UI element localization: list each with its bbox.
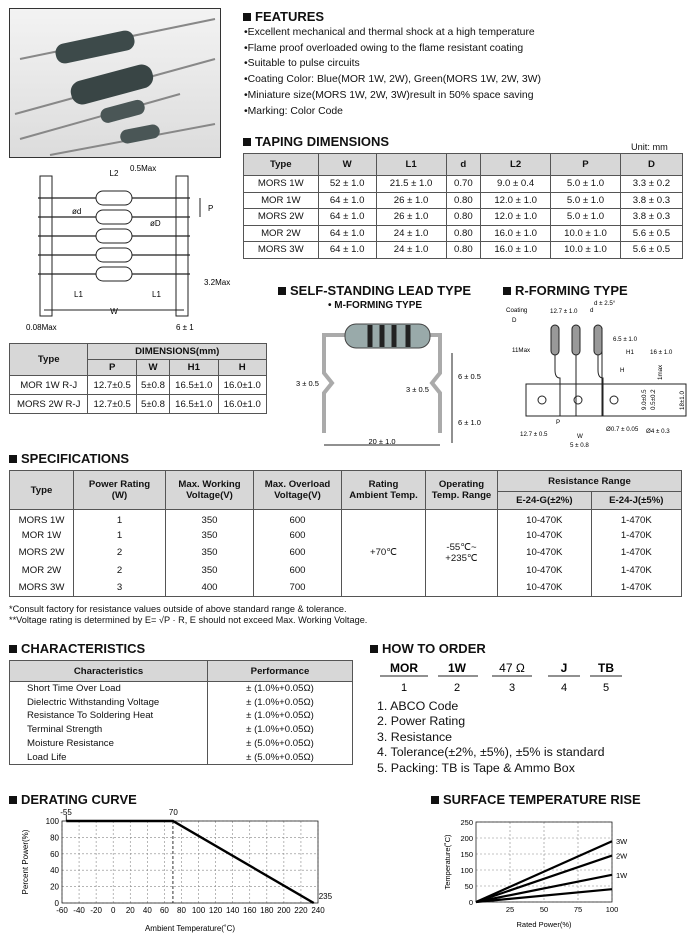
derating-chart: [18, 808, 340, 936]
table-cell: 2: [74, 544, 166, 561]
table-row: [10, 395, 267, 414]
spec-note-2: **Voltage rating is determined by E= √P · R, E should not exceed Max. Working Voltage.: [9, 615, 368, 625]
r-forming-diagram: [498, 300, 690, 450]
l1-right-label: L1: [152, 290, 161, 299]
table-cell: 64 ± 1.0: [318, 242, 376, 259]
y-tick-label: 80: [50, 833, 59, 843]
char-performance: ± (1.0%+0.05Ω): [208, 723, 353, 737]
taping-title: TAPING DIMENSIONS: [243, 134, 389, 149]
w-label: W: [110, 307, 118, 316]
taping-header: L2: [481, 154, 551, 176]
table-cell: 600: [254, 562, 342, 579]
taping-header: D: [620, 154, 682, 176]
table-cell: 5.6 ± 0.5: [620, 225, 682, 242]
y-tick-label: 100: [45, 817, 59, 826]
x-tick-label: 240: [311, 906, 325, 915]
order-legend-item: 1. ABCO Code: [377, 699, 459, 713]
surface-temp-chart: [440, 814, 652, 936]
table-row: [244, 176, 683, 193]
order-number: 3: [508, 682, 516, 694]
spec-header-type: Type: [10, 471, 74, 510]
y-axis-label: Percent Power(%): [21, 829, 30, 895]
order-legend: [377, 699, 604, 776]
order-code-row: [380, 660, 640, 696]
bullet-square-icon: [243, 13, 251, 21]
table-cell: MORS 1W: [10, 510, 74, 527]
W-label: W: [577, 433, 583, 440]
char-performance: ± (5.0%+0.05Ω): [208, 737, 353, 751]
m-forming-diagram: [290, 313, 490, 453]
table-cell: 600: [254, 527, 342, 544]
p4-label: Ø4 ± 0.3: [646, 428, 670, 435]
table-cell: MORS 2W: [10, 544, 74, 561]
table-row: [10, 682, 353, 696]
table-cell: 0.80: [446, 242, 481, 259]
plot-frame: [62, 821, 318, 903]
feature-item: •Suitable to pulse circuits: [244, 58, 360, 70]
bullet-square-icon: [243, 138, 251, 146]
table-cell: 600: [254, 544, 342, 561]
taping-body: [244, 176, 683, 259]
table-cell: 64 ± 1.0: [318, 192, 376, 209]
table-cell: MOR 2W: [244, 225, 319, 242]
bullet-square-icon: [278, 287, 286, 295]
dim-header: H1: [170, 360, 218, 376]
x-tick-label: -20: [90, 906, 102, 915]
char-name: Short Time Over Load: [10, 682, 208, 696]
y-axis-label: Temperature(˚C): [443, 834, 452, 890]
table-cell: MORS 3W: [244, 242, 319, 259]
x-tick-label: 50: [539, 905, 549, 914]
table-row: [10, 750, 353, 764]
self-standing-title: SELF-STANDING LEAD TYPE: [278, 283, 471, 298]
x-axis-label: Rated Power(%): [516, 920, 572, 929]
dim-cell: 5±0.8: [136, 395, 169, 414]
phi-D-label: øD: [150, 219, 161, 228]
table-cell: 3.3 ± 0.2: [620, 176, 682, 193]
y-tick-label: 0: [468, 898, 473, 907]
surface-temp-title: SURFACE TEMPERATURE RISE: [431, 792, 641, 807]
taping-header: Type: [244, 154, 319, 176]
char-name: Dielectric Withstanding Voltage: [10, 695, 208, 709]
taping-header: W: [318, 154, 376, 176]
dim-cell: MORS 2W R-J: [10, 395, 88, 414]
spec-header-rating-temp: Rating Ambient Temp.: [342, 471, 426, 510]
order-number: 4: [560, 682, 568, 694]
table-row: [10, 695, 353, 709]
table-cell: 10-470K: [498, 544, 592, 561]
char-header: Characteristics: [10, 661, 208, 682]
series-label: 3W: [616, 837, 628, 847]
taping-unit: Unit: mm: [631, 142, 668, 152]
x-tick-label: 180: [260, 906, 274, 915]
p5-label: 5 ± 0.8: [570, 442, 589, 449]
table-cell: 24 ± 1.0: [376, 225, 446, 242]
specs-table: [9, 470, 682, 597]
dim-cell: 12.7±0.5: [88, 395, 136, 414]
p65-label: 6.5 ± 1.0: [613, 336, 638, 343]
table-row: [10, 510, 682, 527]
r-forming-title: R-FORMING TYPE: [503, 283, 628, 298]
P-label: P: [556, 419, 561, 426]
table-cell: 1-470K: [591, 527, 681, 544]
dim-cell: 5±0.8: [136, 376, 169, 395]
table-row: [10, 709, 353, 723]
table-cell: 0.80: [446, 192, 481, 209]
x-tick-label: 100: [191, 906, 206, 915]
x-tick-label: 25: [505, 905, 515, 914]
p07-label: Ø0.7 ± 0.05: [606, 426, 639, 433]
feature-item: •Excellent mechanical and thermal shock at a high temperature: [244, 27, 535, 38]
char-performance: ± (1.0%+0.05Ω): [208, 709, 353, 723]
phi-d-label: ød: [72, 207, 82, 216]
table-cell: 1: [74, 527, 166, 544]
order-number: 5: [602, 682, 610, 694]
dim-cell: 16.0±1.0: [218, 376, 266, 395]
table-cell: 24 ± 1.0: [376, 242, 446, 259]
y-tick-label: 250: [460, 818, 473, 827]
characteristics-title: CHARACTERISTICS: [9, 641, 145, 656]
table-cell: 5.6 ± 0.5: [620, 242, 682, 259]
specs-body: [10, 510, 682, 597]
table-cell: MORS 1W: [244, 176, 319, 193]
p18-label: 18±1.0: [679, 391, 686, 410]
series-label: 2W: [616, 851, 628, 861]
dim-cell: 16.5±1.0: [170, 376, 218, 395]
order-code: MOR: [390, 661, 418, 675]
table-cell: 2: [74, 562, 166, 579]
table-row: [10, 737, 353, 751]
D-label: D: [512, 317, 517, 324]
table-cell: 52 ± 1.0: [318, 176, 376, 193]
bullet-square-icon: [431, 796, 439, 804]
x-tick-label: 40: [142, 906, 152, 915]
bullet-square-icon: [9, 796, 17, 804]
char-header: Performance: [208, 661, 353, 682]
H-label: H: [620, 367, 625, 374]
p9-label: 9.0±0.5: [641, 389, 648, 410]
l1-left-label: L1: [74, 290, 83, 299]
bullet-square-icon: [503, 287, 511, 295]
table-cell: 600: [254, 510, 342, 527]
table-cell: 1-470K: [591, 510, 681, 527]
dim-header: P: [88, 360, 136, 376]
table-cell: 5.0 ± 1.0: [551, 192, 621, 209]
order-number: 2: [453, 682, 461, 694]
table-cell: 0.80: [446, 209, 481, 226]
table-cell: 350: [166, 510, 254, 527]
characteristics-body: [10, 682, 353, 765]
table-cell: 16.0 ± 1.0: [481, 225, 551, 242]
table-cell: 0.80: [446, 225, 481, 242]
max008-label: 0.08Max: [26, 323, 57, 332]
spec-note-1: *Consult factory for resistance values outside of above standard range & tolerance.: [9, 604, 347, 614]
table-row: [244, 209, 683, 226]
feature-item: •Coating Color: Blue(MOR 1W, 2W), Green(MORS 1W, 2W, 3W): [244, 74, 541, 86]
table-cell: 10.0 ± 1.0: [551, 225, 621, 242]
m-dim-3: 6 ± 0.5: [458, 372, 481, 381]
y-tick-label: 50: [464, 882, 473, 891]
table-row: [244, 225, 683, 242]
table-cell: 1-470K: [591, 579, 681, 596]
order-code: 47 Ω: [499, 661, 525, 675]
p127b-label: 12.7 ± 0.5: [520, 431, 548, 438]
y-tick-label: 20: [50, 882, 59, 892]
specs-title: SPECIFICATIONS: [9, 451, 129, 466]
features-title: FEATURES: [243, 9, 324, 24]
order-legend-item: 3. Resistance: [377, 729, 453, 744]
table-cell: 3.8 ± 0.3: [620, 192, 682, 209]
char-name: Load Life: [10, 750, 208, 764]
spec-header-res-g: E-24-G(±2%): [498, 492, 592, 510]
coating-label: Coating: [506, 307, 528, 314]
table-cell: 350: [166, 562, 254, 579]
op-temp-min: -55℃~: [446, 541, 477, 553]
taping-header: L1: [376, 154, 446, 176]
order-legend-item: 2. Power Rating: [377, 714, 466, 729]
spec-header-op-temp: Operating Temp. Range: [426, 471, 498, 510]
spec-header-overload: Max. Overload Voltage(V): [254, 471, 342, 510]
d-label: d: [590, 307, 594, 314]
resistor-photo: [9, 8, 221, 158]
half-max-label: 0.5Max: [130, 164, 157, 173]
dim-group-header: DIMENSIONS(mm): [88, 344, 267, 360]
table-cell: 9.0 ± 0.4: [481, 176, 551, 193]
char-performance: ± (1.0%+0.05Ω): [208, 695, 353, 709]
dimensions-table: [9, 343, 267, 414]
y-tick-label: 200: [460, 834, 473, 843]
y-tick-label: 40: [50, 866, 59, 876]
x-tick-label: 100: [605, 905, 619, 914]
table-cell: 400: [166, 579, 254, 596]
x-tick-label: 20: [125, 906, 135, 915]
char-name: Moisture Resistance: [10, 737, 208, 751]
char-performance: ± (1.0%+0.05Ω): [208, 682, 353, 696]
how-to-order-title: HOW TO ORDER: [370, 641, 486, 656]
d25-label: d ± 2.5°: [594, 300, 616, 307]
table-cell: MOR 1W: [10, 527, 74, 544]
spec-header-res-j: E-24-J(±5%): [591, 492, 681, 510]
p05-label: 0.5±0.2: [650, 389, 657, 410]
table-cell: 3.8 ± 0.3: [620, 209, 682, 226]
bullet-square-icon: [370, 645, 378, 653]
bullet-square-icon: [9, 455, 17, 463]
dim-cell: MOR 1W R-J: [10, 376, 88, 395]
x-tick-label: -40: [73, 906, 85, 915]
spec-header-resistance: Resistance Range: [498, 471, 682, 492]
x-tick-label: 60: [159, 906, 169, 915]
y-tick-label: 100: [460, 866, 473, 875]
annotation-label: 70: [168, 808, 178, 817]
x-tick-label: 140: [225, 906, 240, 915]
taping-header: d: [446, 154, 481, 176]
table-cell: 12.0 ± 1.0: [481, 192, 551, 209]
dim-header: H: [218, 360, 266, 376]
table-row: [10, 723, 353, 737]
table-cell: 10-470K: [498, 562, 592, 579]
max32-label: 3.2Max: [204, 278, 231, 287]
max1-label: 1max: [657, 364, 664, 380]
order-code: J: [560, 661, 568, 675]
table-cell: 26 ± 1.0: [376, 192, 446, 209]
features-list: [244, 25, 541, 119]
derating-title: DERATING CURVE: [9, 792, 137, 807]
x-tick-label: 80: [177, 906, 186, 915]
table-cell: 10-470K: [498, 579, 592, 596]
bullet-square-icon: [9, 645, 17, 653]
m-dim-2: 3 ± 0.5: [406, 385, 429, 394]
dim-header: W: [136, 360, 169, 376]
char-performance: ± (5.0%+0.05Ω): [208, 750, 353, 764]
table-cell: MOR 1W: [244, 192, 319, 209]
spec-header-power: Power Rating (W): [74, 471, 166, 510]
m-dim-4: 6 ± 1.0: [458, 418, 481, 427]
l2-label: L2: [109, 169, 119, 178]
table-cell: 350: [166, 527, 254, 544]
p127-label: 12.7 ± 1.0: [550, 308, 578, 315]
feature-item: •Marking: Color Code: [244, 105, 343, 117]
x-tick-label: 120: [208, 906, 223, 915]
m-dim-1: 3 ± 0.5: [296, 379, 319, 388]
spec-header-voltage: Max. Working Voltage(V): [166, 471, 254, 510]
dim-cell: 16.5±1.0: [170, 395, 218, 414]
dim-cell: 12.7±0.5: [88, 376, 136, 395]
table-cell: 350: [166, 544, 254, 561]
y-tick-label: 60: [50, 849, 59, 859]
table-cell: MOR 2W: [10, 562, 74, 579]
m-dim-5: 20 ± 1.0: [368, 437, 396, 446]
table-cell: 16.0 ± 1.0: [481, 242, 551, 259]
characteristics-table: [9, 660, 353, 765]
table-cell: 64 ± 1.0: [318, 209, 376, 226]
p16-label: 16 ± 1.0: [650, 349, 673, 356]
table-row: [244, 192, 683, 209]
table-cell: 0.70: [446, 176, 481, 193]
order-code: 1W: [448, 661, 466, 675]
x-tick-label: 0: [110, 906, 116, 915]
table-cell: 5.0 ± 1.0: [551, 209, 621, 226]
table-cell: 10-470K: [498, 527, 592, 544]
table-cell: 1: [74, 510, 166, 527]
table-cell: 12.0 ± 1.0: [481, 209, 551, 226]
table-cell: 5.0 ± 1.0: [551, 176, 621, 193]
x-tick-label: 160: [243, 906, 257, 915]
table-row: [10, 376, 267, 395]
series-label: 1W: [616, 870, 628, 880]
table-cell: 21.5 ± 1.0: [376, 176, 446, 193]
table-cell: 3: [74, 579, 166, 596]
derating-line: [66, 821, 313, 903]
table-row: [244, 242, 683, 259]
order-legend-item: 4. Tolerance(±2%, ±5%), ±5% is standard: [377, 745, 605, 760]
table-cell: 700: [254, 579, 342, 596]
op-temp-max: +235℃: [445, 552, 478, 564]
rating-temp-cell: +70℃: [342, 510, 426, 597]
char-name: Terminal Strength: [10, 723, 208, 737]
max11-label: 11Max: [512, 347, 531, 354]
annotation-label: -55: [60, 808, 72, 817]
table-cell: 10-470K: [498, 510, 592, 527]
x-tick-label: 220: [294, 906, 308, 915]
order-code: TB: [598, 661, 614, 675]
dim-cell: 16.0±1.0: [218, 395, 266, 414]
table-cell: MORS 2W: [244, 209, 319, 226]
self-standing-subtitle: • M-FORMING TYPE: [328, 300, 423, 311]
annotation-label: 235: [318, 892, 333, 901]
H1-label: H1: [626, 349, 634, 356]
feature-item: •Flame proof overloaded owing to the flame resistant coating: [244, 42, 524, 54]
op-temp-cell: [426, 510, 498, 597]
y-tick-label: 150: [460, 850, 473, 859]
dim-type-header: Type: [10, 344, 88, 376]
x-tick-label: 75: [573, 905, 583, 914]
taping-header: P: [551, 154, 621, 176]
table-cell: 64 ± 1.0: [318, 225, 376, 242]
taping-diagram: [8, 162, 243, 337]
table-cell: 26 ± 1.0: [376, 209, 446, 226]
six-label: 6 ± 1: [176, 323, 194, 332]
taping-table: [243, 153, 683, 259]
feature-item: •Miniature size(MORS 1W, 2W, 3W)result in 50% space saving: [244, 89, 534, 101]
pitch-label: P: [208, 204, 214, 213]
table-cell: 1-470K: [591, 544, 681, 561]
order-legend-item: 5. Packing: TB is Tape & Ammo Box: [377, 760, 575, 775]
y-tick-label: 0: [54, 899, 59, 908]
x-tick-label: -60: [56, 906, 68, 915]
order-number: 1: [400, 682, 408, 694]
table-cell: 10.0 ± 1.0: [551, 242, 621, 259]
x-axis-label: Ambient Temperature(˚C): [144, 924, 236, 933]
char-name: Resistance To Soldering Heat: [10, 709, 208, 723]
x-tick-label: 200: [277, 906, 291, 915]
table-cell: MORS 3W: [10, 579, 74, 596]
table-cell: 1-470K: [591, 562, 681, 579]
